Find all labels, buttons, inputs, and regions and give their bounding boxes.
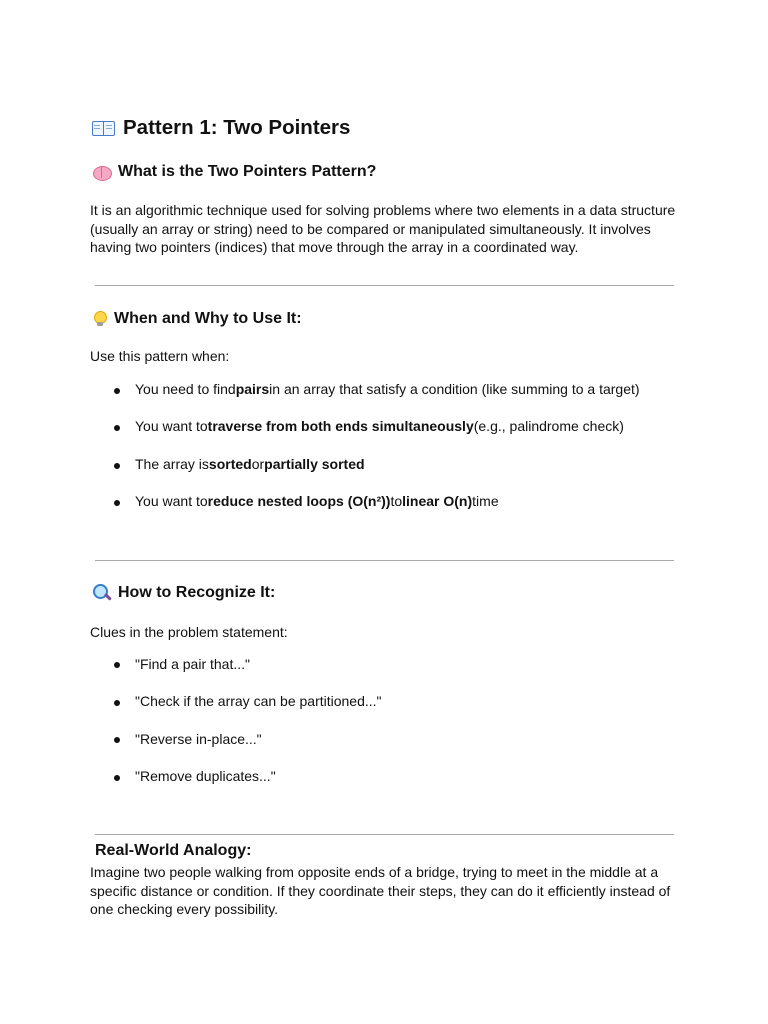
what-paragraph — [90, 201, 680, 257]
section-heading-how — [93, 584, 275, 602]
section-heading-what-text: What is the Two Pointers Pattern? — [118, 163, 377, 180]
list-item: "Remove duplicates..." — [135, 768, 276, 784]
analogy-paragraph — [90, 863, 680, 919]
what-line: (usually an array or string) need to be compared or manipulated simultaneously. It involves — [90, 220, 651, 237]
how-intro: Clues in the problem statement: — [90, 624, 288, 640]
list-item: You want to traverse from both ends simultaneously (e.g., palindrome check) — [135, 418, 624, 434]
section-heading-what — [93, 163, 376, 181]
list-item: "Reverse in-place..." — [135, 731, 262, 747]
section-heading-when — [93, 310, 302, 328]
open-book-icon — [92, 119, 116, 137]
bullet-dot — [114, 662, 120, 668]
section-heading-when-text: When and Why to Use It: — [114, 310, 302, 327]
list-item: "Check if the array can be partitioned..." — [135, 693, 382, 709]
section-heading-how-text: How to Recognize It: — [118, 584, 276, 601]
bullet-dot — [114, 425, 120, 431]
bullet-dot — [114, 737, 120, 743]
list-item: You want to reduce nested loops (O(n²)) to linear O(n) time — [135, 493, 499, 509]
brain-icon — [93, 165, 111, 180]
what-line: having two pointers (indices) that move through the array in a coordinated way. — [90, 239, 579, 255]
bullet-dot — [114, 388, 120, 394]
what-line: It is an algorithmic technique used for solving problems where two elements in a data structure — [90, 202, 676, 218]
bullet-dot — [114, 463, 120, 469]
divider — [95, 285, 674, 286]
bullet-dot — [114, 700, 120, 706]
bullet-dot — [114, 775, 120, 781]
list-item: You need to find pairs in an array that satisfy a condition (like summing to a target) — [135, 381, 640, 397]
divider — [95, 560, 674, 561]
section-heading-analogy: Real-World Analogy: — [95, 842, 252, 859]
light-bulb-icon — [93, 310, 107, 328]
magnifying-glass-icon — [93, 584, 111, 602]
list-item: "Find a pair that..." — [135, 656, 250, 672]
list-item: The array is sorted or partially sorted — [135, 456, 365, 472]
analogy-line: Imagine two people walking from opposite ends of a bridge, trying to meet in the middle at a — [90, 864, 659, 880]
analogy-line: specific distance or condition. If they coordinate their steps, they can do it efficiently instead of — [90, 882, 671, 899]
when-intro: Use this pattern when: — [90, 348, 230, 364]
bullet-dot — [114, 500, 120, 506]
analogy-line: one checking every possibility. — [90, 901, 279, 917]
page-title — [92, 116, 350, 140]
page-title-text: Pattern 1: Two Pointers — [123, 116, 351, 139]
divider — [95, 834, 674, 835]
